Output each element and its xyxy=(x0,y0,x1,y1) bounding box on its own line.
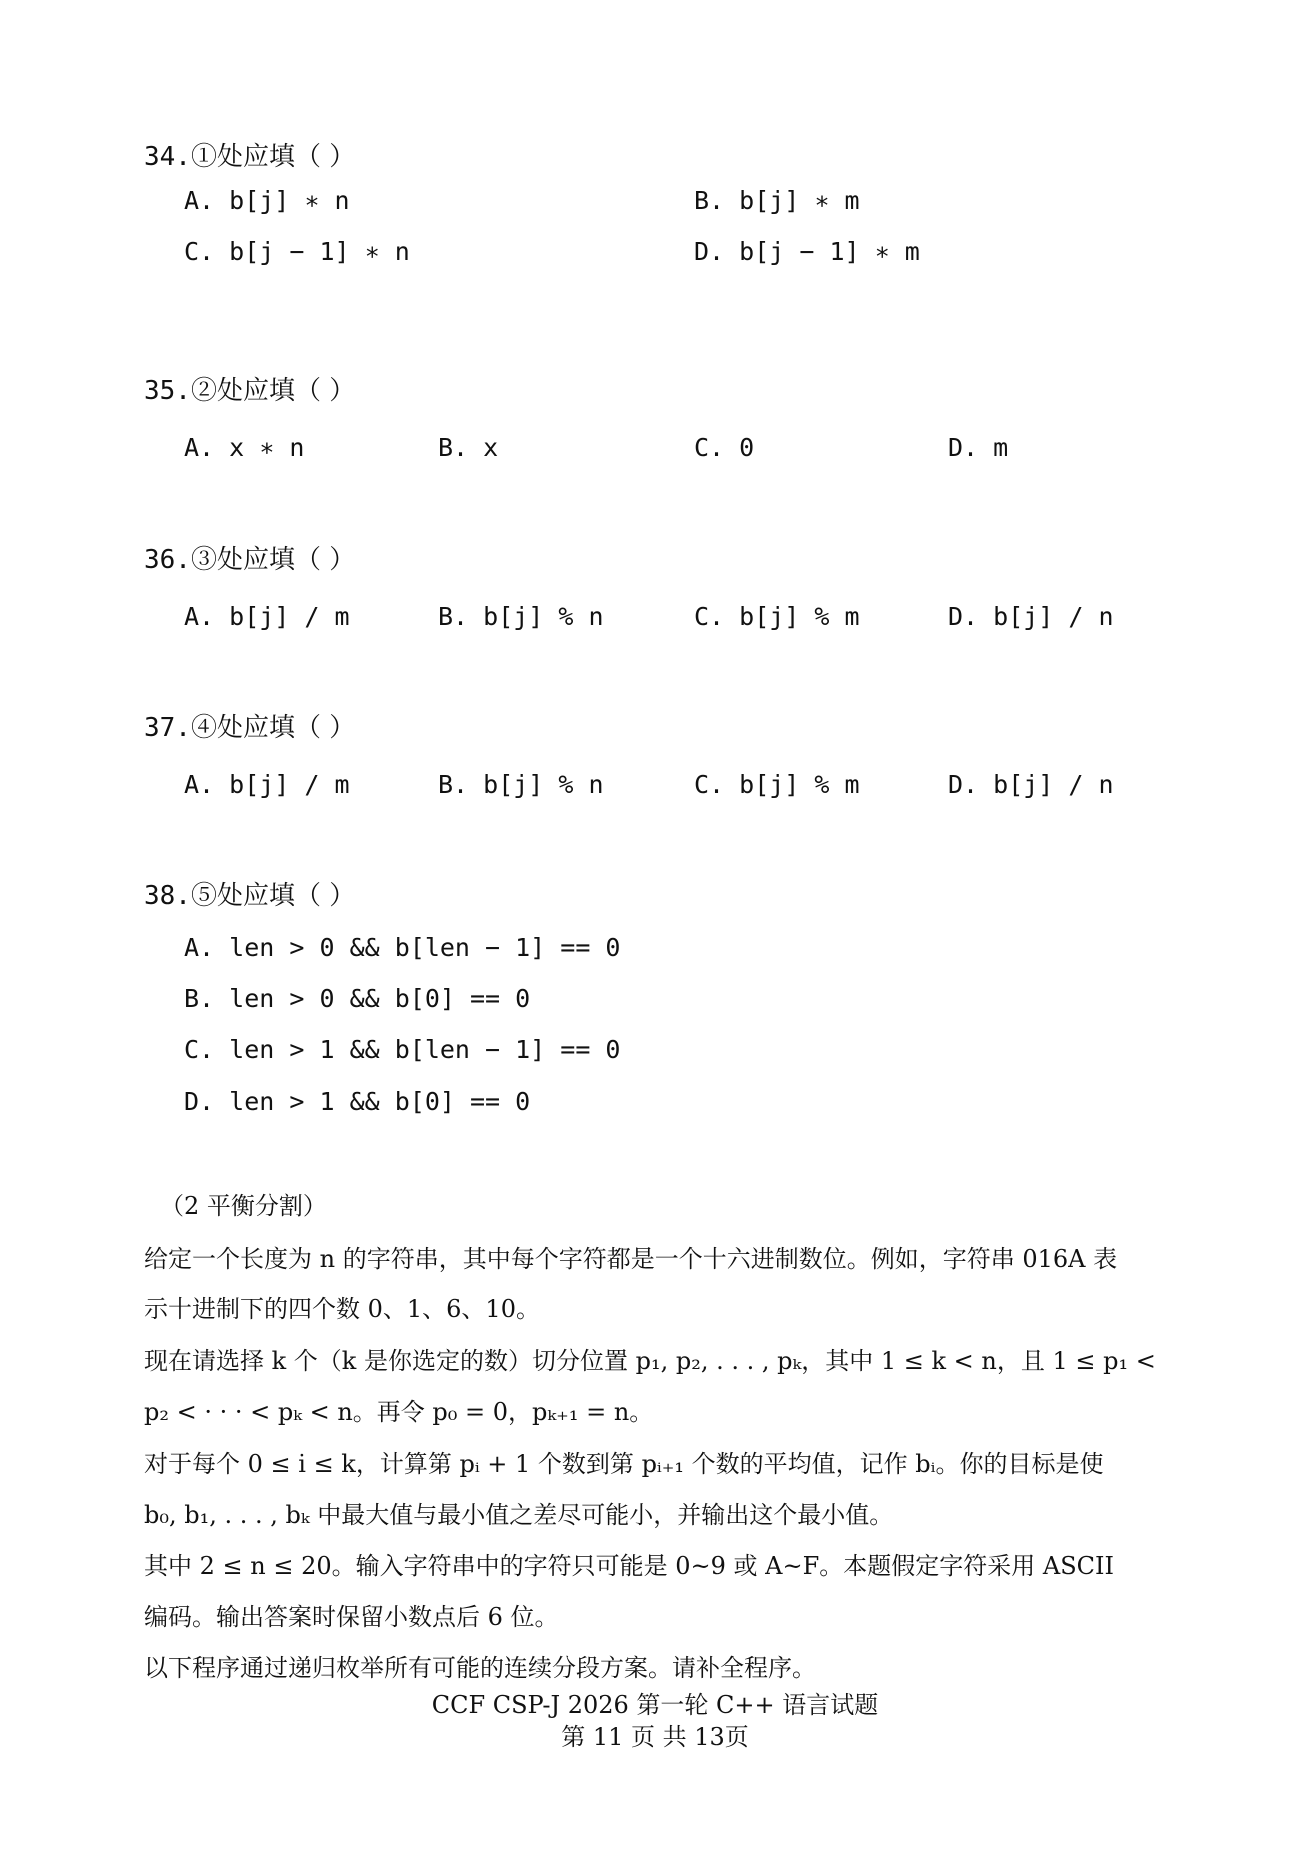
option-35-c: C. 0 xyxy=(694,433,755,462)
option-38-a: A. len > 0 && b[len − 1] == 0 xyxy=(184,933,621,962)
section-heading: （2 平衡分割） xyxy=(160,1192,327,1220)
question-stem: ③处应填（ ） xyxy=(190,545,356,575)
question-stem: ⑤处应填（ ） xyxy=(190,881,356,911)
option-34-b: B. b[j] ∗ m xyxy=(694,186,860,215)
question-35 xyxy=(144,374,355,408)
question-stem: ④处应填（ ） xyxy=(190,713,356,743)
question-stem: ②处应填（ ） xyxy=(190,376,356,406)
paragraph-line-2: 示十进制下的四个数 0、1、6、10。 xyxy=(144,1295,540,1323)
option-36-a: A. b[j] / m xyxy=(184,602,350,631)
option-34-c: C. b[j − 1] ∗ n xyxy=(184,237,410,266)
paragraph-line-7: 其中 2 ≤ n ≤ 20。输入字符串中的字符只可能是 0~9 或 A~F。本题假定字符采用 ASCII xyxy=(144,1552,1114,1580)
option-35-d: D. m xyxy=(948,433,1009,462)
question-stem: ①处应填（ ） xyxy=(190,142,356,172)
option-38-b: B. len > 0 && b[0] == 0 xyxy=(184,984,531,1013)
option-34-d: D. b[j − 1] ∗ m xyxy=(694,237,920,266)
question-number: 36. xyxy=(144,545,191,575)
paragraph-line-4: p₂ < · · · < pₖ < n。再令 p₀ = 0，pₖ₊₁ = n。 xyxy=(144,1398,654,1426)
question-37 xyxy=(144,711,355,745)
option-36-d: D. b[j] / n xyxy=(948,602,1114,631)
question-number: 38. xyxy=(144,881,191,911)
option-38-c: C. len > 1 && b[len − 1] == 0 xyxy=(184,1035,621,1064)
question-36 xyxy=(144,543,355,577)
question-number: 34. xyxy=(144,142,191,172)
paragraph-line-6: b₀, b₁, . . . , bₖ 中最大值与最小值之差尽可能小，并输出这个最小值。 xyxy=(144,1501,894,1529)
question-34 xyxy=(144,140,355,174)
option-35-a: A. x ∗ n xyxy=(184,433,305,462)
paragraph-line-8: 编码。输出答案时保留小数点后 6 位。 xyxy=(144,1603,559,1631)
option-34-a: A. b[j] ∗ n xyxy=(184,186,350,215)
footer-title: CCF CSP-J 2026 第一轮 C++ 语言试题 xyxy=(431,1691,879,1719)
option-36-c: C. b[j] % m xyxy=(694,602,860,631)
paragraph-line-9: 以下程序通过递归枚举所有可能的连续分段方案。请补全程序。 xyxy=(144,1654,816,1682)
paragraph-line-1: 给定一个长度为 n 的字符串，其中每个字符都是一个十六进制数位。例如，字符串 016A 表 xyxy=(144,1245,1118,1273)
question-38 xyxy=(144,879,355,913)
option-37-c: C. b[j] % m xyxy=(694,770,860,799)
option-38-d: D. len > 1 && b[0] == 0 xyxy=(184,1087,531,1116)
paragraph-line-5: 对于每个 0 ≤ i ≤ k，计算第 pᵢ + 1 个数到第 pᵢ₊₁ 个数的平均值，记作 bᵢ。你的目标是使 xyxy=(144,1450,1104,1478)
option-37-a: A. b[j] / m xyxy=(184,770,350,799)
footer-page-number: 第 11 页 共 13页 xyxy=(561,1723,749,1751)
option-37-d: D. b[j] / n xyxy=(948,770,1114,799)
option-37-b: B. b[j] % n xyxy=(438,770,604,799)
question-number: 37. xyxy=(144,713,191,743)
question-number: 35. xyxy=(144,376,191,406)
paragraph-line-3: 现在请选择 k 个（k 是你选定的数）切分位置 p₁, p₂, . . . , pₖ，其中 1 ≤ k < n，且 1 ≤ p₁ < xyxy=(144,1347,1156,1375)
option-35-b: B. x xyxy=(438,433,499,462)
option-36-b: B. b[j] % n xyxy=(438,602,604,631)
